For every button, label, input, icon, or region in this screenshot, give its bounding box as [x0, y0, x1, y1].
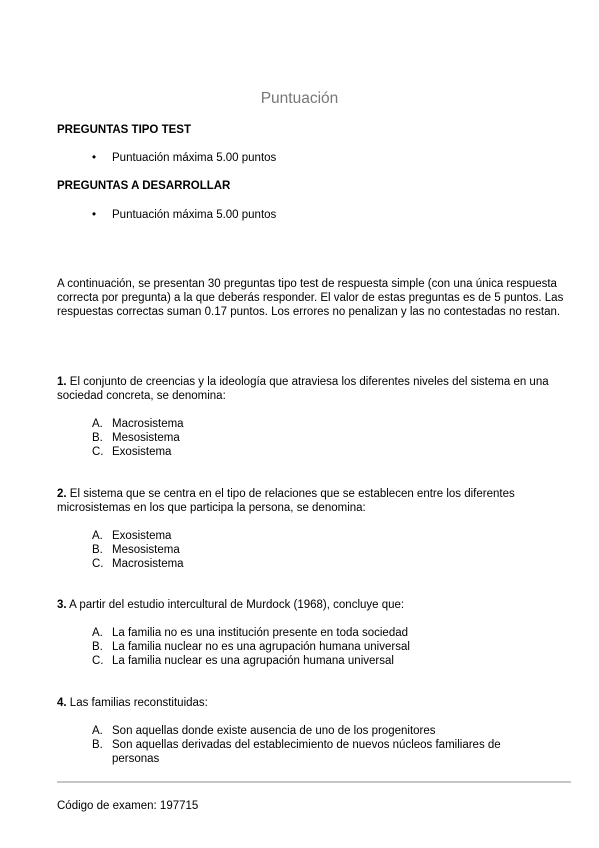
option-a[interactable]	[92, 529, 532, 543]
option-text: Son aquellas donde existe ausencia de uno de los progenitores	[112, 725, 436, 737]
question-number: 1.	[57, 376, 67, 388]
option-c[interactable]	[92, 654, 532, 668]
question-number: 3.	[57, 599, 67, 611]
option-b[interactable]	[92, 543, 532, 557]
option-letter: C.	[92, 446, 104, 458]
option-letter: B.	[92, 739, 103, 751]
section-bullet-desarrollar	[92, 208, 276, 222]
question-2	[57, 487, 577, 515]
option-c[interactable]	[92, 445, 532, 459]
option-c[interactable]	[92, 557, 532, 571]
option-text: Son aquellas derivadas del establecimiento de nuevos núcleos familiares de personas	[112, 739, 501, 765]
option-letter: B.	[92, 432, 103, 444]
bullet-icon: •	[92, 152, 97, 164]
bullet-icon: •	[92, 209, 97, 221]
option-text: Mesosistema	[112, 544, 180, 556]
option-b[interactable]	[92, 738, 532, 766]
question-3-options	[92, 626, 532, 668]
option-b[interactable]	[92, 431, 532, 445]
question-text: El conjunto de creencias y la ideología que atraviesa los diferentes niveles del sistema en una sociedad concreta, se denomina:	[57, 376, 549, 402]
option-letter: A.	[92, 418, 103, 430]
question-4-options	[92, 724, 532, 766]
option-letter: A.	[92, 530, 103, 542]
option-letter: A.	[92, 725, 103, 737]
section-bullet-test	[92, 151, 276, 165]
question-text: El sistema que se centra en el tipo de relaciones que se establecen entre los diferentes microsistemas en los que participa la persona, se denomina:	[57, 488, 515, 514]
option-letter: B.	[92, 641, 103, 653]
option-text: Macrosistema	[112, 418, 184, 430]
option-letter: C.	[92, 655, 104, 667]
question-1	[57, 375, 577, 403]
footer-divider	[57, 781, 571, 783]
bullet-text: Puntuación máxima 5.00 puntos	[112, 209, 277, 221]
option-a[interactable]	[92, 626, 532, 640]
section-heading-test: PREGUNTAS TIPO TEST	[57, 124, 191, 136]
question-3	[57, 598, 577, 612]
question-text: A partir del estudio intercultural de Murdock (1968), concluye que:	[69, 599, 405, 611]
exam-code: Código de examen: 197715	[57, 800, 199, 812]
option-text: La familia nuclear es una agrupación humana universal	[112, 655, 394, 667]
question-number: 4.	[57, 697, 67, 709]
page-title: Puntuación	[260, 90, 339, 107]
option-text: Exosistema	[112, 530, 172, 542]
option-a[interactable]	[92, 417, 532, 431]
option-text: Mesosistema	[112, 432, 180, 444]
question-number: 2.	[57, 488, 67, 500]
question-4	[57, 696, 577, 710]
option-b[interactable]	[92, 640, 532, 654]
option-text: Exosistema	[112, 446, 172, 458]
option-letter: C.	[92, 558, 104, 570]
section-heading-desarrollar: PREGUNTAS A DESARROLLAR	[57, 180, 231, 192]
intro-paragraph: A continuación, se presentan 30 preguntas tipo test de respuesta simple (con una única respuesta correcta por pregunta) a la que deberás responder. El valor de estas preguntas es de 5 puntos. Las respuestas correctas suman 0.17 puntos. Los errores no penalizan y las no contestadas no restan.	[57, 278, 564, 318]
option-a[interactable]	[92, 724, 532, 738]
question-text: Las familias reconstituidas:	[69, 697, 208, 709]
question-1-options	[92, 417, 532, 459]
bullet-text: Puntuación máxima 5.00 puntos	[112, 152, 277, 164]
option-text: Macrosistema	[112, 558, 184, 570]
question-2-options	[92, 529, 532, 571]
option-text: La familia nuclear no es una agrupación humana universal	[112, 641, 410, 653]
option-letter: A.	[92, 627, 103, 639]
option-text: La familia no es una institución presente en toda sociedad	[112, 627, 409, 639]
option-letter: B.	[92, 544, 103, 556]
